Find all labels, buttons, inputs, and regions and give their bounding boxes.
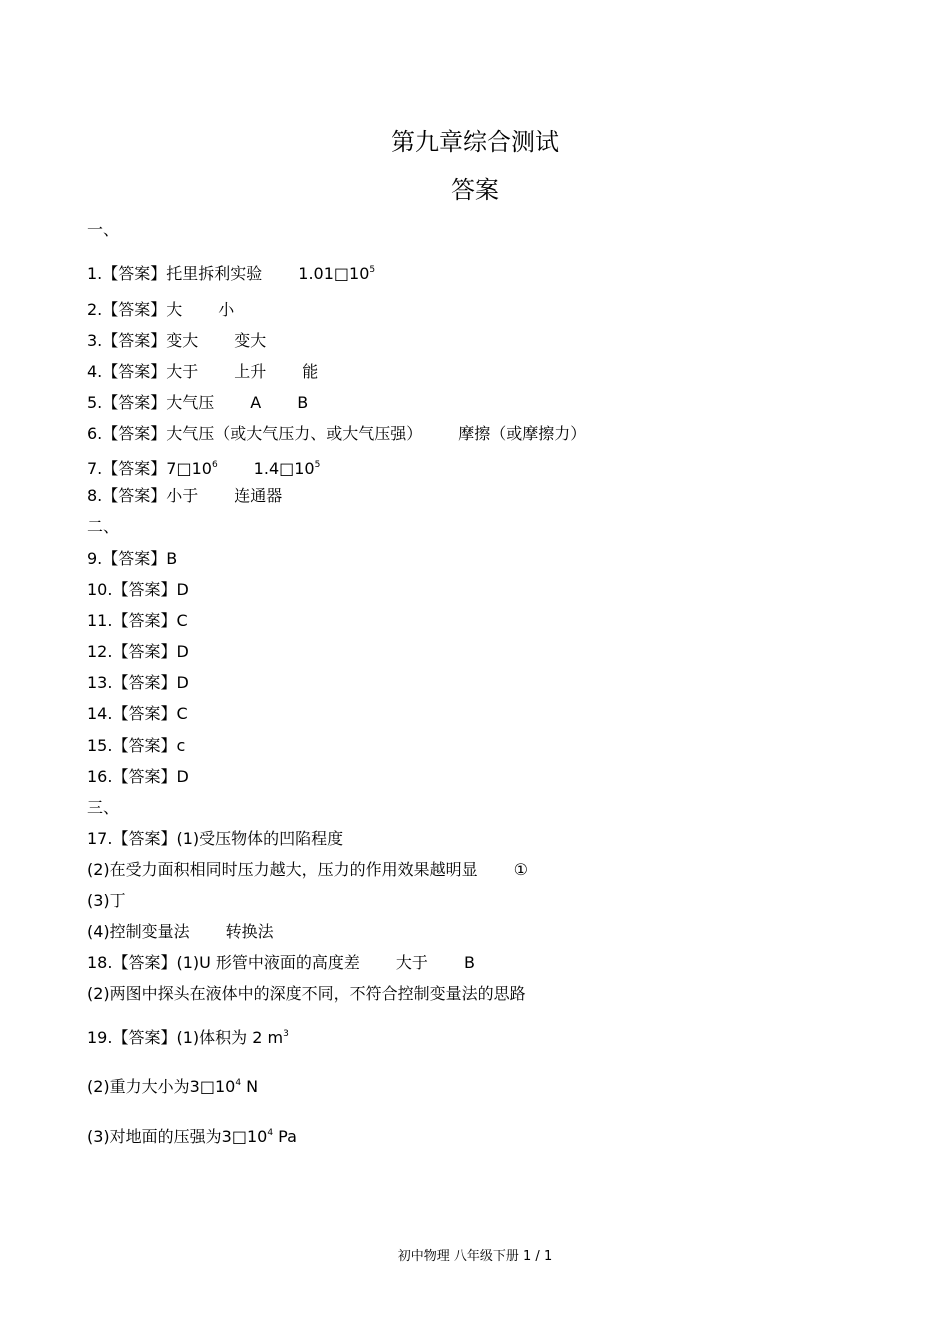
answer-line-9: 9.【答案】B — [87, 549, 178, 568]
answer-line-7: 7.【答案】$7□10^6$ $1.4□10^5$ — [87, 459, 321, 478]
answer-line-15: 15.【答案】c — [87, 736, 186, 755]
answer-line-19: 19.【答案】(1)体积为 2 $m^3$ — [87, 1028, 289, 1047]
answer-line-2: 2.【答案】大 小 — [87, 300, 235, 319]
answer-line-8: 8.【答案】小于 连通器 — [87, 486, 283, 505]
section-heading-2: 二、 — [87, 517, 120, 536]
page-title: 第九章综合测试 — [391, 128, 559, 156]
answer-line-17: 17.【答案】(1)受压物体的凹陷程度 — [87, 829, 344, 848]
answer-line-4: 4.【答案】大于 上升 能 — [87, 362, 319, 381]
section-heading-1: 一、 — [87, 220, 120, 239]
answer-line-12: 12.【答案】D — [87, 642, 189, 661]
answer-line-3: 3.【答案】变大 变大 — [87, 331, 267, 350]
answer-line-18: 18.【答案】(1)U 形管中液面的高度差 大于 B — [87, 953, 475, 972]
answer-line-19-2: (2)重力大小为$3□10^4$ N — [87, 1077, 259, 1096]
answer-line-17-2: (2)在受力面积相同时压力越大，压力的作用效果越明显 ① — [87, 860, 529, 879]
answer-line-18-2: (2)两图中探头在液体中的深度不同，不符合控制变量法的思路 — [87, 984, 526, 1003]
answer-line-13: 13.【答案】D — [87, 673, 189, 692]
section-heading-3: 三、 — [87, 798, 120, 817]
page-subtitle: 答案 — [451, 176, 499, 204]
answer-line-11: 11.【答案】C — [87, 611, 188, 630]
answer-line-1: 1.【答案】托里拆利实验 $1.01□10^5$ — [87, 264, 376, 283]
answer-line-19-3: (3)对地面的压强为$3□10^4$ Pa — [87, 1127, 297, 1146]
answer-line-5: 5.【答案】大气压 A B — [87, 393, 309, 412]
page-footer: 初中物理 八年级下册 1 / 1 — [397, 1249, 553, 1264]
answer-line-17-3: (3)丁 — [87, 891, 126, 910]
answer-line-16: 16.【答案】D — [87, 767, 189, 786]
answer-line-10: 10.【答案】D — [87, 580, 189, 599]
answer-line-17-4: (4)控制变量法 转换法 — [87, 922, 274, 941]
answer-line-6: 6.【答案】大气压（或大气压力、或大气压强） 摩擦（或摩擦力） — [87, 424, 587, 443]
answer-line-14: 14.【答案】C — [87, 704, 188, 723]
